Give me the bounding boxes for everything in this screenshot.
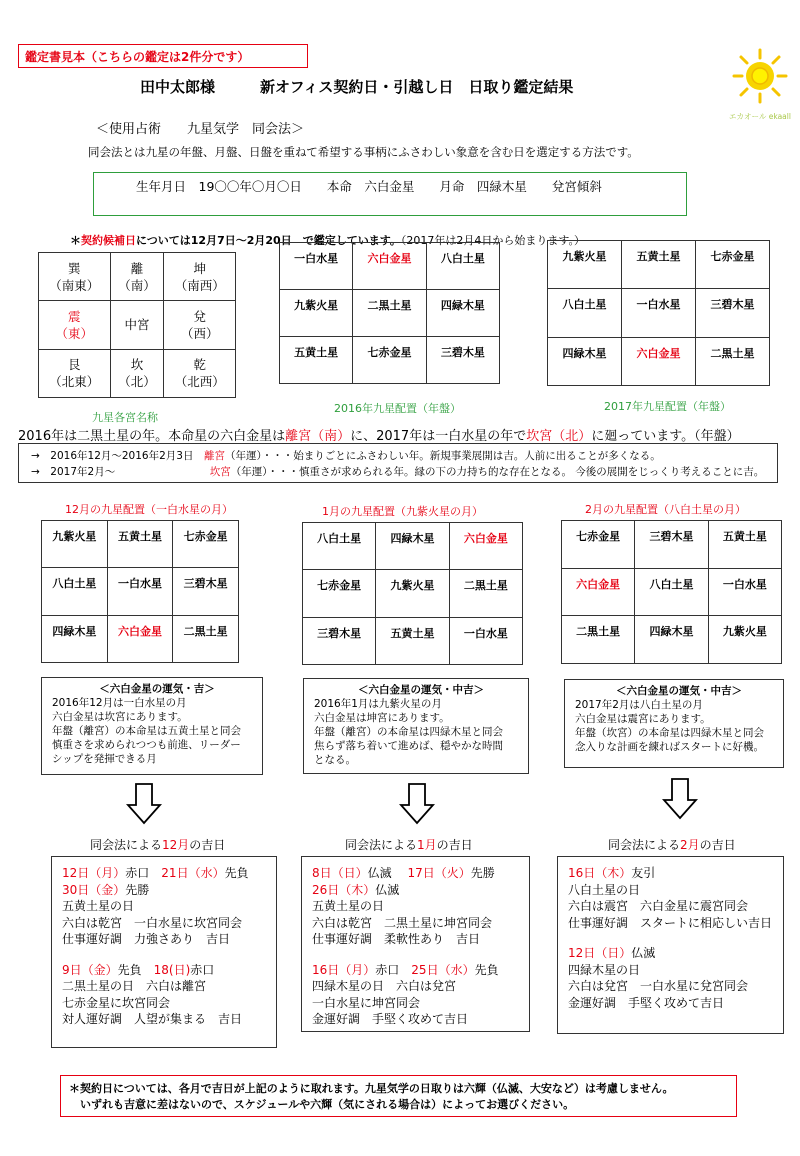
date-detail: 八白土星の日 xyxy=(568,882,641,897)
sample-label: 鑑定書見本（こちらの鑑定は2件分です） xyxy=(18,44,308,68)
palace-cell: 震 （東） xyxy=(39,301,111,349)
star-cell: 九紫火星 xyxy=(376,570,449,617)
date-detail: 金運好調 手堅く攻めて吉日 xyxy=(312,1012,469,1026)
fortune-line: 年盤（坎宮）の本命星は四緑木星と同会 xyxy=(575,727,764,739)
lucky-date-row xyxy=(312,865,529,882)
date-detail: 仕事運好調 柔軟性あり 吉日 xyxy=(312,932,481,946)
main-title xyxy=(140,76,720,97)
rokuyo-label: 先負 xyxy=(117,962,154,977)
report-subject: 新オフィス契約日・引越し日 日取り鑑定結果 xyxy=(260,78,574,96)
date-detail: 六白は乾宮 一白水星に坎宮同会 xyxy=(62,915,243,930)
year-grid-2016-caption: 2016年九星配置（年盤） xyxy=(334,402,461,415)
down-arrow-icon xyxy=(126,783,162,825)
lucky-dates-feb xyxy=(557,856,784,1034)
method-description: 同会法とは九星の年盤、月盤、日盤を重ねて希望する事柄にふさわしい象意を含む日を選定する方法です。 xyxy=(88,145,639,159)
star-cell: 六白金星 xyxy=(449,523,522,570)
star-cell: 三碧木星 xyxy=(635,521,708,569)
lucky-date: 16日（月） xyxy=(312,962,376,977)
year-grid-2017-caption: 2017年九星配置（年盤） xyxy=(604,400,731,413)
bottom-note: ＊契約日については、各月で吉日が上記のように取れます。九星気学の日取りは六輝（仏滅、大安など）は考慮しません。 いずれも吉意に差はないので、スケジュールや六輝（気にされる場合は）によってお選びください。 xyxy=(60,1075,737,1117)
star-cell: 三碧木星 xyxy=(696,289,770,337)
sun-logo-icon xyxy=(722,44,798,124)
rokuyo-label: 友引 xyxy=(631,866,656,880)
star-cell: 八白土星 xyxy=(635,568,708,616)
star-cell: 六白金星 xyxy=(107,615,173,662)
star-cell: 一白水星 xyxy=(449,617,522,664)
star-cell: 五黄土星 xyxy=(107,521,173,568)
month-grid-jan xyxy=(302,522,523,665)
lucky-date-row xyxy=(568,865,783,882)
year-note-row: → 2017年2月～ 坎宮（年運）・・・慎重さが求められる年。縁の下の力持ち的な存在となる。 今後の展開をじっくり考えることに吉。 xyxy=(31,466,765,478)
spacer xyxy=(312,948,529,962)
rokuyo-label: 仏滅 xyxy=(367,866,408,880)
fortune-line: 六白金星は坎宮にあります。 xyxy=(52,711,188,723)
lucky-date-row xyxy=(312,962,529,979)
star-cell: 八白土星 xyxy=(303,523,376,570)
date-detail: 六白は乾宮 二黒土星に坤宮同会 xyxy=(312,915,493,930)
star-cell: 九紫火星 xyxy=(708,616,781,664)
rokuyo-label: 赤口 xyxy=(375,962,412,977)
star-cell: 七赤金星 xyxy=(303,570,376,617)
palace-cell: 兌 （西） xyxy=(164,301,236,349)
fortune-line: 六白金星は震宮にあります。 xyxy=(575,713,711,725)
lucky-date: 8日（日） xyxy=(312,866,368,880)
logo-text: エカオール ekaall xyxy=(729,112,791,121)
lucky-dates-dec xyxy=(51,856,277,1048)
year-note-row: → 2016年12月～2016年2月3日 離宮（年運）・・・始まりごとにふさわしい年。新規事業展開は吉。人前に出ることが多くなる。 xyxy=(31,450,661,462)
direction-grid-caption: 九星各宮名称 xyxy=(92,411,158,424)
star-cell: 四緑木星 xyxy=(42,615,108,662)
fortune-line: シップを発揮できる月 xyxy=(52,753,157,765)
fortune-line: 2016年12月は一白水星の月 xyxy=(52,697,187,709)
palace-cell: 離 （南） xyxy=(110,253,164,301)
palace-cell: 艮 （北東） xyxy=(39,349,111,397)
lucky-date: 12日（日） xyxy=(568,946,632,960)
date-detail: 七赤金星に坎宮同会 xyxy=(62,995,171,1010)
palace-cell: 中宮 xyxy=(110,301,164,349)
date-detail: 五黄土星の日 xyxy=(62,899,135,913)
method-line: ＜使用占術 九星気学 同会法＞ xyxy=(96,122,305,137)
star-cell: 二黒土星 xyxy=(173,615,239,662)
palace-cell: 坤 （南西） xyxy=(164,253,236,301)
client-name: 田中太郎様 xyxy=(140,78,216,96)
star-cell: 二黒土星 xyxy=(449,570,522,617)
rokuyo-label: 先勝 xyxy=(125,882,150,897)
down-arrow-icon xyxy=(662,778,698,820)
date-detail: 二黒土星の日 六白は離宮 xyxy=(62,979,207,993)
date-detail: 六白は兌宮 一白水星に兌宮同会 xyxy=(568,979,749,993)
rokuyo-label: 先負 xyxy=(474,962,499,977)
star-cell: 三碧木星 xyxy=(426,337,499,384)
lucky-title-feb: 同会法による2月の吉日 xyxy=(608,838,736,852)
fortune-line: 2017年2月は八白土星の月 xyxy=(575,699,703,711)
star-cell: 一白水星 xyxy=(107,568,173,615)
star-cell: 六白金星 xyxy=(622,337,696,385)
star-cell: 四緑木星 xyxy=(548,337,622,385)
date-detail: 仕事運好調 スタートに相応しい吉日 xyxy=(568,915,773,930)
star-cell: 八白土星 xyxy=(42,568,108,615)
date-detail: 五黄土星の日 xyxy=(312,899,385,913)
star-cell: 九紫火星 xyxy=(42,521,108,568)
direction-grid xyxy=(38,252,236,398)
star-cell: 七赤金星 xyxy=(173,521,239,568)
lucky-date-row xyxy=(62,865,276,882)
star-cell: 一白水星 xyxy=(280,243,353,290)
lucky-date-row xyxy=(312,882,529,899)
star-cell: 二黒土星 xyxy=(696,337,770,385)
palace-cell: 坎 （北） xyxy=(110,349,164,397)
date-detail: 金運好調 手堅く攻めて吉日 xyxy=(568,995,725,1010)
lucky-date: 12日（月） xyxy=(62,866,126,880)
logo xyxy=(722,44,798,124)
star-cell: 三碧木星 xyxy=(173,568,239,615)
lucky-date: 16日（木） xyxy=(568,866,632,880)
lucky-date-row xyxy=(62,962,276,979)
star-cell: 八白土星 xyxy=(426,243,499,290)
star-cell: 四緑木星 xyxy=(635,616,708,664)
profile-box: 生年月日 19〇〇年〇月〇日 本命 六白金星 月命 四緑木星 兌宮傾斜 xyxy=(93,172,687,216)
star-cell: 五黄土星 xyxy=(280,337,353,384)
down-arrow-icon xyxy=(399,783,435,825)
spacer xyxy=(568,931,783,945)
palace-cell: 乾 （北西） xyxy=(164,349,236,397)
fortune-line: 念入りな計画を練ればスタートに好機。 xyxy=(575,741,764,753)
lucky-date: 30日（金） xyxy=(62,882,126,897)
fortune-box-dec: ＜六白金星の運気・吉＞ 2016年12月は一白水星の月 六白金星は坎宮にあります。 年盤（離宮）の本命星は五黄土星と同会 慎重さを求められつつも前進、リーダー シップを発揮できる月 xyxy=(41,677,263,775)
star-cell: 一白水星 xyxy=(708,568,781,616)
star-cell: 五黄土星 xyxy=(708,521,781,569)
lucky-date: 25日（水） xyxy=(411,962,475,977)
month-caption-jan: 1月の九星配置（九紫火星の月） xyxy=(322,505,483,518)
star-cell: 九紫火星 xyxy=(280,290,353,337)
spacer xyxy=(62,948,276,962)
rokuyo-label: 赤口 xyxy=(190,962,215,977)
palace-cell: 巽 （南東） xyxy=(39,253,111,301)
star-cell: 七赤金星 xyxy=(696,241,770,289)
month-caption-dec: 12月の九星配置（一白水星の月） xyxy=(65,503,233,516)
rokuyo-label: 先負 xyxy=(224,866,249,880)
lucky-date-row xyxy=(62,882,276,899)
month-grid-feb xyxy=(561,520,782,664)
fortune-line: 年盤（離宮）の本命星は五黄土星と同会 xyxy=(52,725,241,737)
rokuyo-label: 先勝 xyxy=(470,866,495,880)
lucky-date: 18(日) xyxy=(153,962,191,977)
month-caption-feb: 2月の九星配置（八白土星の月） xyxy=(585,503,746,516)
date-detail: 対人運好調 人望が集まる 吉日 xyxy=(62,1012,243,1026)
date-detail: 四緑木星の日 六白は兌宮 xyxy=(312,979,457,993)
month-grid-dec xyxy=(41,520,239,663)
date-detail: 四緑木星の日 xyxy=(568,962,641,977)
star-cell: 四緑木星 xyxy=(376,523,449,570)
lucky-date: 26日（木） xyxy=(312,882,376,897)
lucky-date: 17日（火） xyxy=(407,866,471,880)
year-notes xyxy=(18,443,778,483)
star-cell: 七赤金星 xyxy=(562,521,635,569)
lucky-title-jan: 同会法による1月の吉日 xyxy=(345,838,473,852)
star-cell: 五黄土星 xyxy=(622,241,696,289)
fortune-line: となる。 xyxy=(314,754,356,766)
year-grid-2017 xyxy=(547,240,770,386)
star-cell: 二黒土星 xyxy=(562,616,635,664)
lucky-date: 21日（水） xyxy=(161,866,225,880)
fortune-line: 六白金星は坤宮にあります。 xyxy=(314,712,450,724)
date-detail: 一白水星に坤宮同会 xyxy=(312,995,421,1010)
date-detail: 仕事運好調 力強さあり 吉日 xyxy=(62,932,231,946)
rokuyo-label: 仏滅 xyxy=(375,882,400,897)
rokuyo-label: 赤口 xyxy=(125,866,162,880)
fortune-box-jan: ＜六白金星の運気・中吉＞ 2016年1月は九紫火星の月 六白金星は坤宮にあります。 年盤（離宮）の本命星は四緑木星と同会 焦らず落ち着いて進めば、穏やかな時間 となる。 xyxy=(303,678,529,774)
lucky-date: 9日（金） xyxy=(62,962,118,977)
star-cell: 三碧木星 xyxy=(303,617,376,664)
date-detail: 六白は震宮 六白金星に震宮同会 xyxy=(568,899,749,913)
lucky-title-dec: 同会法による12月の吉日 xyxy=(90,838,226,852)
lucky-date-row xyxy=(568,945,783,962)
star-cell: 六白金星 xyxy=(562,568,635,616)
fortune-line: 2016年1月は九紫火星の月 xyxy=(314,698,442,710)
star-cell: 二黒土星 xyxy=(353,290,426,337)
star-cell: 六白金星 xyxy=(353,243,426,290)
year-grid-2016 xyxy=(279,242,500,384)
star-cell: 五黄土星 xyxy=(376,617,449,664)
star-cell: 八白土星 xyxy=(548,289,622,337)
fortune-box-feb: ＜六白金星の運気・中吉＞ 2017年2月は八白土星の月 六白金星は震宮にあります。 年盤（坎宮）の本命星は四緑木星と同会 念入りな計画を練ればスタートに好機。 xyxy=(564,679,784,768)
period-highlight: 契約候補日 xyxy=(81,234,136,247)
fortune-line: 焦らず落ち着いて進めば、穏やかな時間 xyxy=(314,740,503,752)
star-cell: 一白水星 xyxy=(622,289,696,337)
fortune-line: 年盤（離宮）の本命星は四緑木星と同会 xyxy=(314,726,503,738)
lucky-dates-jan xyxy=(301,856,530,1032)
fortune-line: 慎重さを求められつつも前進、リーダー xyxy=(52,739,241,751)
star-cell: 九紫火星 xyxy=(548,241,622,289)
rokuyo-label: 仏滅 xyxy=(631,946,656,960)
star-cell: 七赤金星 xyxy=(353,337,426,384)
period-note: ＊契約候補日については12月7日～2月20日 で鑑定しています。（2017年は2月4日から始まります。） xyxy=(70,234,585,247)
year-summary: 2016年は二黒土星の年。本命星の六白金星は離宮（南）に、2017年は一白水星の年で坎宮（北）に廻っています。（年盤） xyxy=(18,429,740,444)
star-cell: 四緑木星 xyxy=(426,290,499,337)
